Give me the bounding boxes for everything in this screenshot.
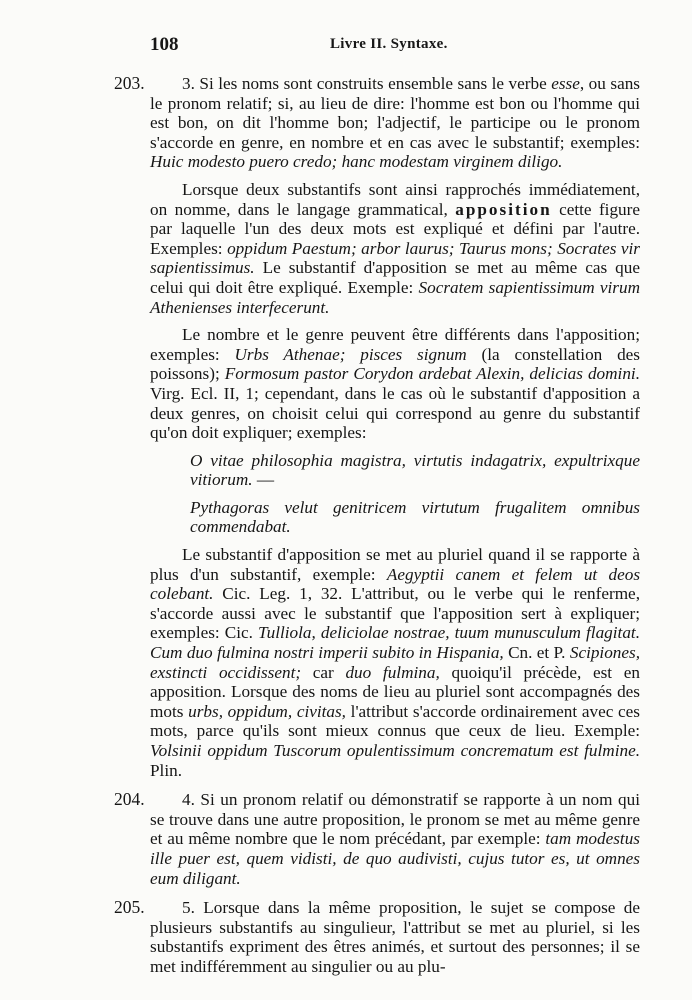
- quotation: [190, 498, 640, 537]
- text-run: Lorsque deux substantifs sont ainsi rapprochés immédiatement, on nomme, dans le langage grammatical,: [150, 179, 640, 219]
- page-number: 108: [150, 34, 179, 55]
- text-run: Plin.: [150, 760, 182, 780]
- text-run: (la constellation des poissons);: [150, 344, 640, 384]
- latin-example: Formosum pastor Corydon ardebat Alexin, delicias domini.: [224, 364, 640, 384]
- page-header: [150, 34, 640, 60]
- section-number: 205.: [114, 897, 145, 918]
- running-title: Livre II. Syntaxe.: [330, 36, 448, 52]
- paragraph: [150, 180, 640, 317]
- text-run: 4. Si un pronom relatif ou démonstratif se rapporte à un nom qui se trouve dans une autre proposition, le pronom se met au même genre et au même nombre que le nom précédant, par exemple:: [150, 790, 640, 849]
- quotation: [190, 451, 640, 490]
- latin-example: O vitae philosophia magistra, virtutis indagatrix, expultrixque vitiorum.: [190, 450, 640, 490]
- paragraph: [114, 897, 640, 976]
- text-run: Cn. et P.: [503, 643, 570, 663]
- latin-example: Scipiones, exstincti occidissent;: [150, 643, 641, 682]
- paragraph: [114, 789, 640, 888]
- latin-example: Urbs Athenae; pisces signum: [234, 344, 467, 364]
- latin-example: oppidum Paestum; arbor laurus; Taurus mons; Socrates vir sapientissimus.: [150, 238, 640, 278]
- text-run: —: [252, 470, 275, 490]
- text-run: car: [301, 662, 346, 682]
- latin-example: esse: [551, 74, 580, 93]
- latin-example: Huic modesto puero credo; hanc modestam virginem diligo.: [150, 152, 563, 172]
- latin-example: urbs, oppidum, civitas,: [188, 701, 346, 721]
- latin-example: duo fulmina,: [345, 662, 440, 682]
- section-number: 203.: [114, 73, 145, 93]
- paragraph: [150, 325, 640, 443]
- paragraph: [114, 73, 640, 172]
- text-run: Le substantif d'apposition se met au pluriel quand il se rapporte à plus d'un substantif, exemple:: [150, 545, 640, 584]
- text-run: Le substantif d'apposition se met au même cas que celui qui doit être expliqué. Exemple:: [150, 258, 640, 297]
- latin-example: Pythagoras velut genitricem virtutum frugalitem omnibus commendabat.: [190, 497, 640, 537]
- spaced-term: apposition: [455, 199, 552, 219]
- text-run: Virg. Ecl. II, 1; cependant, dans le cas où le substantif d'apposition a deux genres, on choisit celui qui correspond au genre du substantif qu'on doit expliquer; exemples:: [150, 383, 640, 443]
- text-run: 5. Lorsque dans la même proposition, le sujet se compose de plusieurs substantifs au singulieur, l'attribut se met au pluriel, si les substantifs expriment des êtres animés, et surtout des personnes; il se met indifféremment au singulier ou au plu-: [150, 898, 640, 976]
- paragraph: [150, 545, 640, 780]
- latin-example: Aegyptii canem et felem ut deos colebant.: [150, 564, 641, 604]
- latin-example: Tulliola, deliciolae nostrae, tuum munusculum flagitat. Cum duo fulmina nostri imperii subito in Hispania,: [150, 623, 640, 663]
- text-run: l'attribut s'accorde ordinairement avec ces mots, parce qu'ils sont mieux connus que ceux de lieu. Exemple:: [150, 701, 640, 741]
- text-run: , ou sans le pronom relatif; si, au lieu de dire: l'homme est bon ou l'homme qui est bon, on dit l'homme bon; l'adjectif, le participe ou le pronom s'accorde en genre, en nombre et en cas avec le substantif; exemples:: [150, 74, 640, 152]
- latin-example: tam modestus ille puer est, quem vidisti, de quo audivisti, cujus tutor es, ut omnes eum diligant.: [150, 829, 640, 888]
- text-run: 3. Si les noms sont construits ensemble sans le verbe: [182, 74, 552, 93]
- page-body: [0, 74, 692, 977]
- text-run: Cic. Leg. 1, 32. L'attribut, ou le verbe qui le renferme, s'accorde aussi avec le substantif que l'apposition sert à expliquer; exemples: Cic.: [150, 584, 640, 643]
- text-run: Le nombre et le genre peuvent être différents dans l'apposition; exemples:: [150, 325, 640, 364]
- text-run: quoiqu'il précède, est en apposition. Lorsque des noms de lieu au pluriel sont accompagnés des mots: [150, 662, 640, 721]
- text-run: cette figure par laquelle l'un des deux mots est expliqué et défini par l'autre. Exemples:: [150, 199, 640, 258]
- section-number: 204.: [114, 789, 145, 810]
- latin-example: Socratem sapientissimum virum Athenienses interfecerunt.: [150, 277, 641, 317]
- latin-example: Volsinii oppidum Tuscorum opulentissimum concrematum est fulmine.: [150, 741, 640, 760]
